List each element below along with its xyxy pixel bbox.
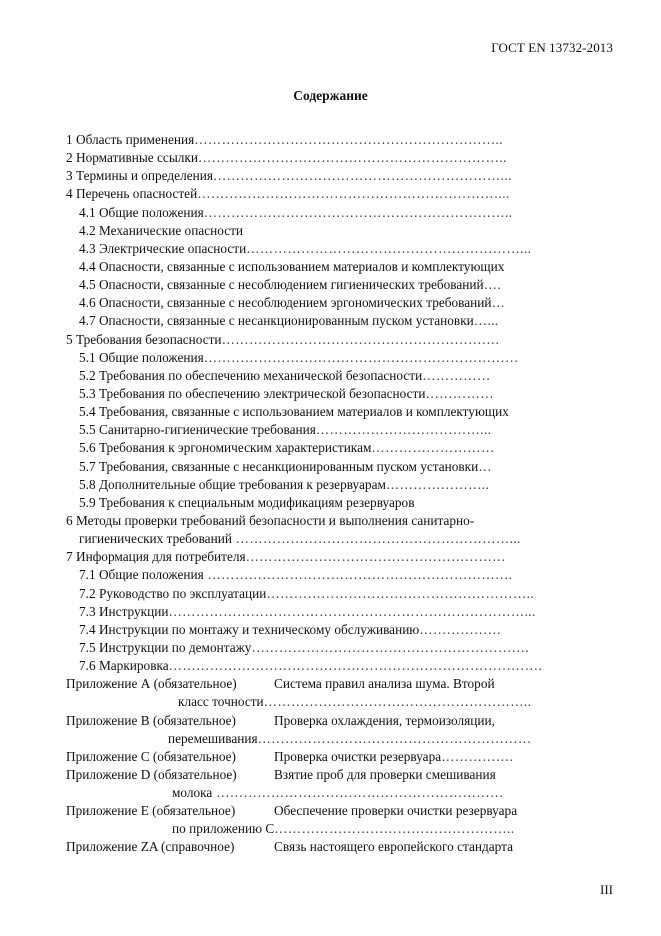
toc-entry[interactable] [66,131,596,149]
toc-leader-dots: …………………………………………………………... [197,186,510,202]
toc-entry-title: 3 Термины и определения [66,168,213,184]
appendix-designation: Приложение В (обязательное) [66,712,236,728]
toc-entry[interactable] [66,621,596,639]
toc-leader-dots: ………………………………………………………….. [194,132,503,147]
toc-leader-dots: ……………………………………………………... [246,240,532,256]
toc-entry-title: 5.7 Требования, связанные с несанкционированным пуском установки [79,458,479,474]
toc-entry[interactable] [66,403,596,421]
toc-leader-dots: …………………………………………………………… [203,349,519,365]
toc-entry-title: 4.4 Опасности, связанные с использованием материалов и комплектующих [79,258,505,274]
toc-leader-dots: …………… [422,367,491,383]
appendix-title: Проверка охлаждения, термоизоляции, [274,712,495,728]
toc-appendix-entry[interactable] [66,802,596,820]
toc-leader-dots: ………………………………………………….. [263,694,532,710]
toc-entry-title: 7 Информация для потребителя [66,549,246,565]
toc-entry-title: 7.2 Руководство по эксплуатации [79,585,267,601]
toc-leader-dots: ……………………………………………………. [251,639,530,655]
toc-entry[interactable] [66,639,596,657]
document-code: ГОСТ EN 13732-2013 [491,40,613,55]
toc-entry[interactable] [66,276,596,294]
toc-entry-title: 6 Методы проверки требований безопасности и выполнения санитарно- [66,512,475,528]
toc-entry[interactable] [66,349,596,367]
toc-leader-dots: ………………………………………………………………………. [168,658,543,674]
toc-leader-dots: ………………………………………………… [245,549,506,565]
toc-leader-dots: ……………………… [371,440,495,456]
toc-entry-title: 5.5 Санитарно-гигиенические требования [79,422,316,438]
page-title: Содержание [293,88,368,103]
toc-entry[interactable] [66,494,596,512]
toc-entry[interactable] [66,512,596,530]
toc-leader-dots: ………………………………... [315,422,492,438]
toc-appendix-entry[interactable] [66,766,596,784]
toc-appendix-continuation [66,730,596,748]
toc-entry[interactable] [66,312,596,330]
toc-leader-dots: …... [473,313,499,329]
toc-leader-dots: ………………………………………………………... [212,168,512,184]
toc-leader-dots: ……………………………………………………………………... [168,603,536,619]
toc-entry-title: 7.3 Инструкции [79,603,169,619]
toc-entry[interactable] [66,167,596,185]
toc-entry-title: 7.5 Инструкции по демонтажу [79,639,252,655]
toc-entry[interactable] [66,439,596,457]
toc-entry[interactable] [66,240,596,258]
appendix-designation: Приложение С (обязательное) [66,748,236,764]
toc-entry[interactable] [66,530,596,548]
toc-leader-dots: … [478,458,492,474]
toc-appendix-entry[interactable] [66,838,596,856]
toc-entry-title: 4.6 Опасности, связанные с несоблюдением эргономических требований [79,295,492,311]
toc-leader-dots: …………………………………………………… [257,730,532,746]
page-number: III [600,882,613,897]
toc-leader-dots: ………………………………………………….. [266,585,535,601]
toc-entry-title: 5.9 Требования к специальным модификациям резервуаров [79,494,415,510]
toc-entry[interactable] [66,294,596,312]
toc-entry-title: 5.1 Общие положения [79,349,204,365]
appendix-title: Обеспечение проверки очистки резервуара [274,803,518,819]
toc-entry[interactable] [66,476,596,494]
toc-appendix-entry[interactable] [66,675,596,693]
toc-leader-dots: …………… [425,385,494,401]
toc-leader-dots: … [491,295,506,311]
toc-leader-dots: …………………………………………….. [274,821,515,837]
toc-leader-dots: ……………… [419,621,502,637]
toc-entry[interactable] [66,367,596,385]
appendix-title-continued: перемешивания [168,730,258,746]
appendix-designation: Приложение D (обязательное) [66,766,237,782]
toc-entry[interactable] [66,566,596,584]
appendix-designation: Приложение Е (обязательное) [66,803,236,819]
appendix-designation: Приложение ZA (справочное) [66,839,235,855]
appendix-title: Взятие проб для проверки смешивания [274,766,496,782]
toc-entry-title: 5.8 Дополнительные общие требования к резервуарам [79,476,386,492]
appendix-designation: Приложение А (обязательное) [66,676,237,692]
toc-appendix-continuation [66,784,596,802]
toc-entry[interactable] [66,204,596,222]
toc-entry-title: 1 Область применения [66,132,195,147]
toc-appendix-entry[interactable] [66,748,596,766]
toc-appendix-continuation [66,693,596,711]
toc-entry[interactable] [66,222,596,240]
toc-entry[interactable] [66,585,596,603]
toc-leader-dots: …………………………………………………………. [203,567,513,583]
toc-entry-title: 5.4 Требования, связанные с использованием материалов и комплектующих [79,404,509,420]
toc-entry[interactable] [66,657,596,675]
toc-entry[interactable] [66,149,596,167]
toc-leader-dots: ……………………………………………………… [212,785,504,801]
toc-entry-title: 7.6 Маркировка [79,658,169,674]
toc-entry-title: 4.2 Механические опасности [79,222,244,238]
toc-entry[interactable] [66,331,596,349]
appendix-title-continued: класс точности [178,694,264,710]
toc-entry-title: 5.2 Требования по обеспечению механической безопасности [79,367,423,383]
toc-entry[interactable] [66,258,596,276]
toc-leader-dots: ………………………………………………………….. [203,204,513,220]
toc-entry[interactable] [66,385,596,403]
toc-entry-title: 4 Перечень опасностей [66,186,198,202]
toc-leader-dots: ………………………………………………………….. [197,150,507,166]
toc-entry-title: 2 Нормативные ссылки [66,150,198,166]
table-of-contents [66,131,596,857]
toc-entry-title: 4.5 Опасности, связанные с несоблюдением гигиенических требований [79,277,484,293]
toc-entry-title: 5 Требования безопасности [66,331,222,347]
toc-entry-title: 5.6 Требования к эргономическим характеристикам [79,440,372,456]
toc-appendix-entry[interactable] [66,712,596,730]
toc-leader-dots: …. [483,277,502,293]
toc-entry-title: 7.4 Инструкции по монтажу и техническому обслуживанию [79,621,420,637]
toc-leader-dots: ……………………………………………………. [221,331,500,347]
toc-entry-title: гигиенических требований [79,531,232,547]
toc-entry-title: 5.3 Требования по обеспечению электрической безопасности [79,385,426,401]
appendix-title: Проверка очистки резервуара [274,748,442,764]
appendix-title: Система правил анализа шума. Второй [274,676,495,692]
toc-entry[interactable] [66,548,596,566]
toc-entry-title: 4.1 Общие положения [79,204,204,220]
toc-leader-dots: ………………….. [385,476,490,492]
toc-leader-dots: ……………………………………………………... [231,531,521,547]
toc-entry[interactable] [66,603,596,621]
toc-entry[interactable] [66,185,596,203]
appendix-title-continued: по приложению С [172,821,275,837]
toc-leader-dots: ……………. [441,748,514,764]
appendix-title-continued: молока [172,785,213,801]
toc-entry-title: 4.3 Электрические опасности [79,240,247,256]
toc-appendix-continuation [66,820,596,838]
toc-entry[interactable] [66,421,596,439]
toc-entry[interactable] [66,458,596,476]
appendix-title: Связь настоящего европейского стандарта [274,839,513,855]
toc-entry-title: 7.1 Общие положения [79,567,204,583]
toc-entry-title: 4.7 Опасности, связанные с несанкционированным пуском установки [79,313,474,329]
